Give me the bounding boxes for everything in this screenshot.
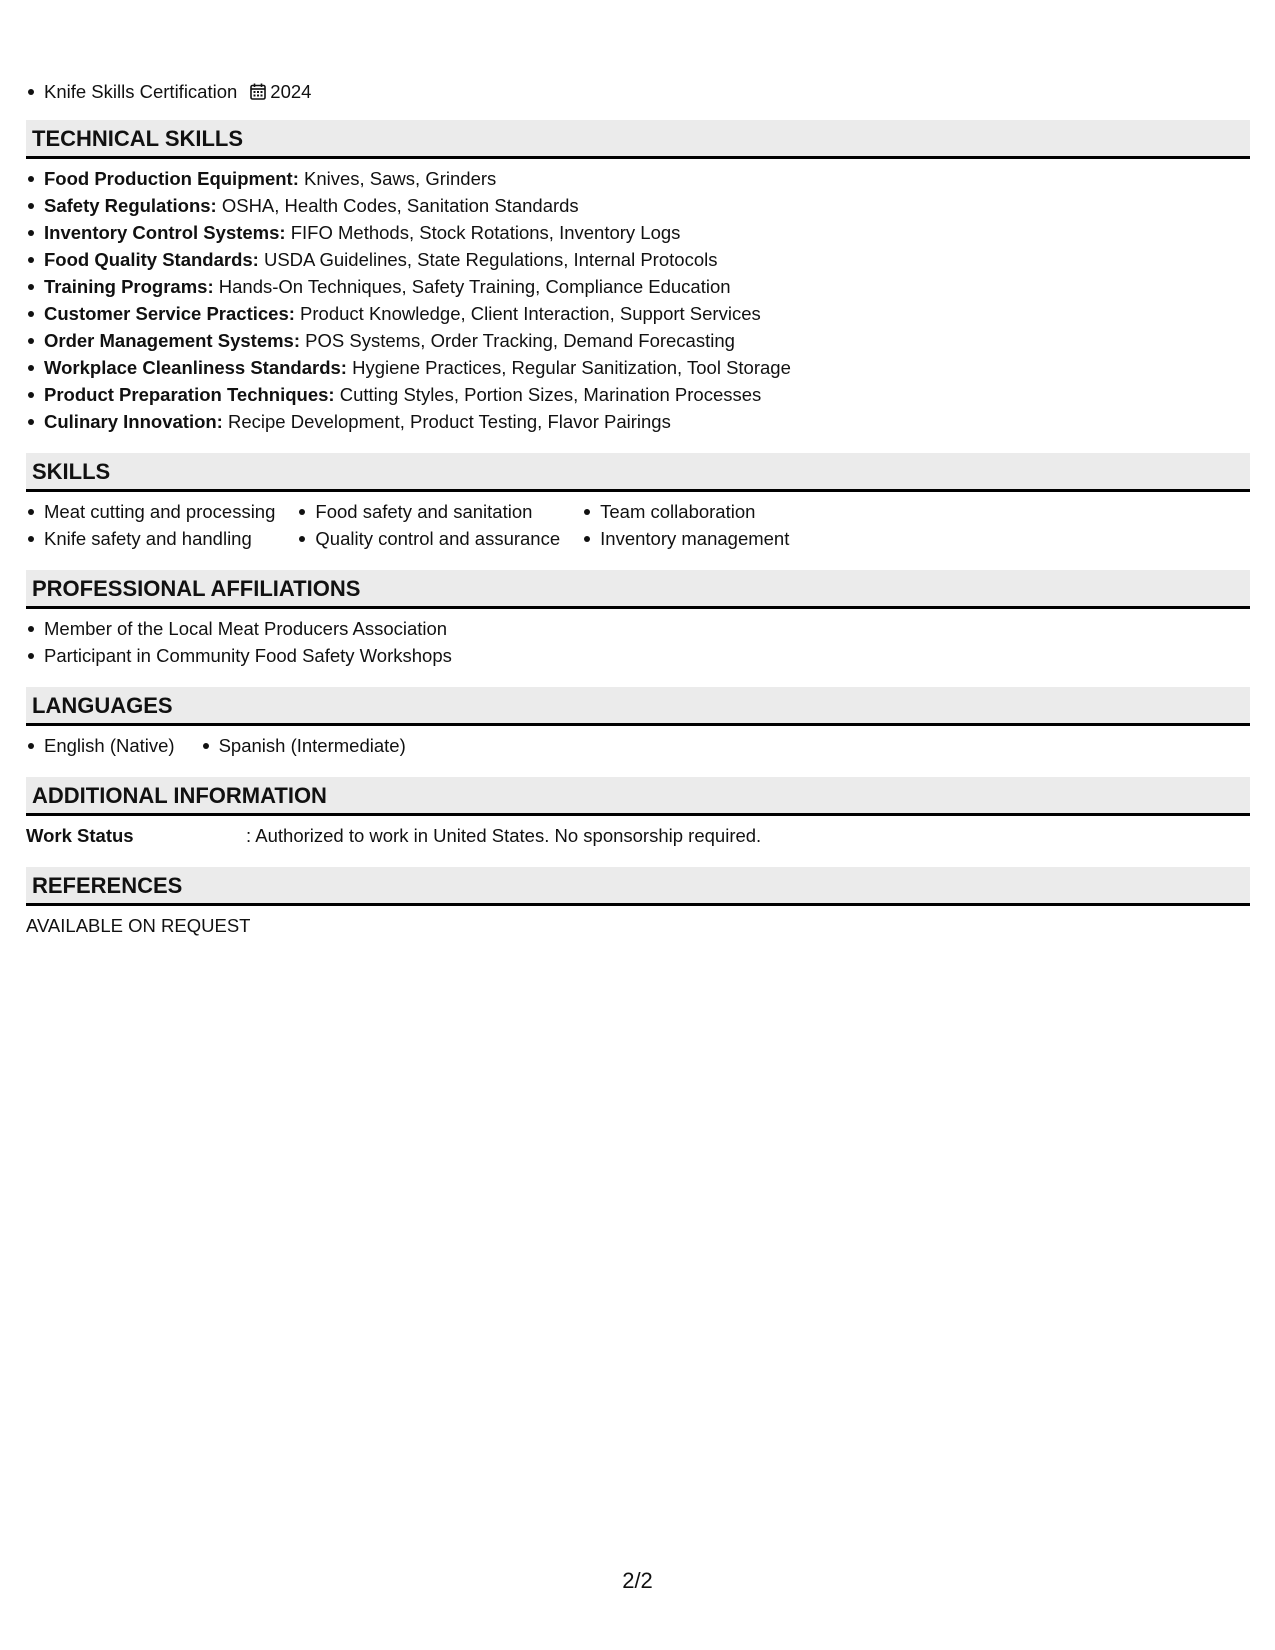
skill-value: Recipe Development, Product Testing, Flavor Pairings	[227, 411, 671, 432]
page-number: 2/2	[622, 1568, 653, 1593]
list-item	[26, 354, 1250, 381]
list-item	[26, 300, 1250, 327]
skill-label: Product Preparation Techniques:	[44, 384, 335, 405]
list-item: Team collaboration	[582, 498, 789, 525]
section-heading-technical-skills: TECHNICAL SKILLS	[26, 120, 1250, 159]
list-item: Member of the Local Meat Producers Association	[26, 615, 1250, 642]
skill-label: Safety Regulations:	[44, 195, 217, 216]
skill-label: Food Quality Standards:	[44, 249, 259, 270]
skills-column	[297, 498, 560, 552]
list-item	[26, 327, 1250, 354]
list-item: Spanish (Intermediate)	[201, 732, 406, 759]
list-item	[26, 246, 1250, 273]
skill-label: Order Management Systems:	[44, 330, 301, 351]
list-item: Meat cutting and processing	[26, 498, 275, 525]
skills-column	[582, 498, 789, 552]
list-item	[26, 165, 1250, 192]
work-status-row	[26, 822, 1250, 849]
skill-value: OSHA, Health Codes, Sanitation Standards	[221, 195, 579, 216]
skill-value: USDA Guidelines, State Regulations, Internal Protocols	[263, 249, 718, 270]
list-item: Knife safety and handling	[26, 525, 275, 552]
skill-value: POS Systems, Order Tracking, Demand Forecasting	[305, 330, 735, 351]
list-item	[26, 381, 1250, 408]
work-status-value: : Authorized to work in United States. No sponsorship required.	[246, 825, 762, 846]
skill-label: Food Production Equipment:	[44, 168, 299, 189]
skill-value: Hygiene Practices, Regular Sanitization, Tool Storage	[352, 357, 791, 378]
skill-value: Cutting Styles, Portion Sizes, Marination Processes	[339, 384, 762, 405]
skill-value: Product Knowledge, Client Interaction, Support Services	[300, 303, 761, 324]
list-item: Food safety and sanitation	[297, 498, 560, 525]
list-item: English (Native)	[26, 732, 175, 759]
skill-value: FIFO Methods, Stock Rotations, Inventory Logs	[290, 222, 681, 243]
skill-label: Training Programs:	[44, 276, 214, 297]
skill-value: Hands-On Techniques, Safety Training, Compliance Education	[218, 276, 731, 297]
references-text: AVAILABLE ON REQUEST	[26, 915, 251, 936]
skills-column	[26, 498, 275, 552]
certification-year: 2024	[270, 81, 312, 102]
section-heading-affiliations: PROFESSIONAL AFFILIATIONS	[26, 570, 1250, 609]
section-heading-references: REFERENCES	[26, 867, 1250, 906]
section-heading-skills: SKILLS	[26, 453, 1250, 492]
certification-list	[26, 78, 1250, 105]
technical-skills-list	[26, 165, 1250, 435]
list-item: Quality control and assurance	[297, 525, 560, 552]
skill-label: Customer Service Practices:	[44, 303, 295, 324]
list-item	[26, 219, 1250, 246]
section-heading-additional-information: ADDITIONAL INFORMATION	[26, 777, 1250, 816]
skills-grid	[26, 498, 1250, 552]
list-item	[26, 408, 1250, 435]
certification-date	[250, 78, 311, 105]
list-item: Inventory management	[582, 525, 789, 552]
list-item	[26, 273, 1250, 300]
list-item	[26, 192, 1250, 219]
affiliations-list	[26, 615, 1250, 669]
certification-name: Knife Skills Certification	[44, 81, 238, 102]
skill-value: Knives, Saws, Grinders	[304, 168, 497, 189]
skill-label: Culinary Innovation:	[44, 411, 223, 432]
list-item	[26, 78, 1250, 105]
section-heading-languages: LANGUAGES	[26, 687, 1250, 726]
list-item: Participant in Community Food Safety Workshops	[26, 642, 1250, 669]
skill-label: Workplace Cleanliness Standards:	[44, 357, 347, 378]
work-status-label: Work Status	[26, 825, 134, 846]
calendar-icon	[250, 83, 266, 100]
languages-list	[26, 732, 1250, 759]
skill-label: Inventory Control Systems:	[44, 222, 286, 243]
resume-page	[26, 78, 1250, 939]
